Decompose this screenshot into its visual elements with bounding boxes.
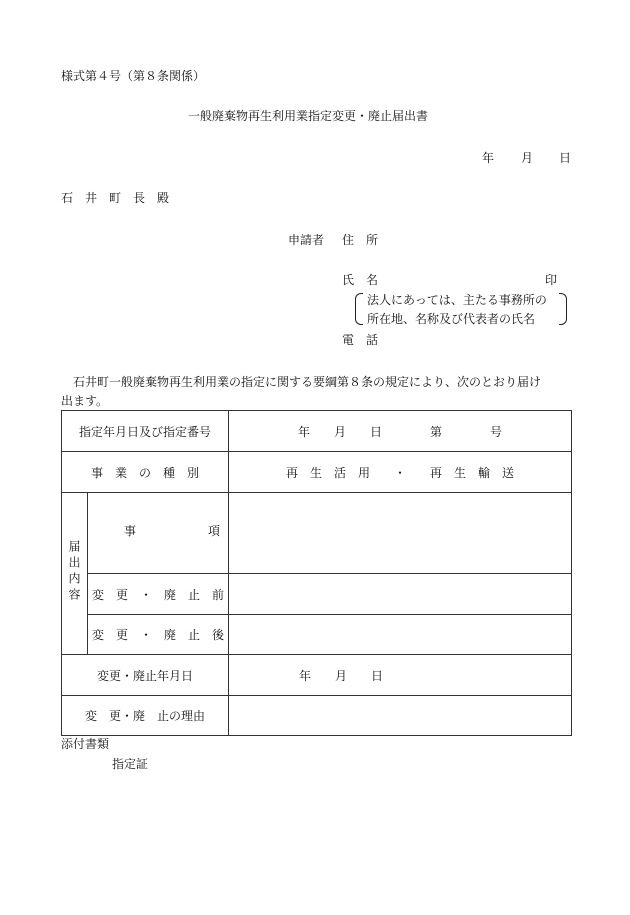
notification-table — [61, 410, 572, 736]
table-row — [62, 655, 572, 696]
bracket-left — [355, 293, 363, 325]
seal-mark: 印 — [545, 273, 558, 287]
change-reason-label: 変 更・廃 止の理由 — [62, 696, 229, 736]
table-row — [62, 411, 572, 452]
after-change-field[interactable] — [229, 615, 572, 655]
note-line-2: 所在地、名称及び代表者の氏名 — [367, 312, 536, 326]
page-title: 一般廃棄物再生利用業指定変更・廃止届出書 — [188, 109, 429, 123]
addressee: 石 井 町 長 殿 — [61, 191, 170, 205]
table-row — [62, 493, 572, 574]
table-row — [62, 615, 572, 655]
designation-date-number-field[interactable]: 年 月 日 第 号 — [229, 411, 572, 452]
body-text-line-2: 出ます。 — [61, 394, 109, 408]
matter-field[interactable] — [229, 493, 572, 574]
designation-date-number-label: 指定年月日及び指定番号 — [62, 411, 229, 452]
phone-label: 電 話 — [342, 333, 379, 347]
corporate-note — [355, 293, 567, 331]
matter-label: 事 項 — [88, 493, 229, 574]
table-row — [62, 452, 572, 493]
name-label: 氏 名 — [342, 273, 379, 287]
note-line-1: 法人にあっては、主たる事務所の — [367, 293, 547, 307]
bracket-right — [559, 293, 567, 325]
notification-content-label: 届出内容 — [62, 493, 88, 655]
form-number: 様式第４号（第８条関係） — [61, 69, 206, 83]
table-row — [62, 696, 572, 736]
after-change-label: 変 更 ・ 廃 止 後 — [88, 615, 229, 655]
body-text-line-1: 石井町一般廃棄物再生利用業の指定に関する要綱第８条の規定により、次のとおり届け — [73, 375, 542, 389]
change-date-field[interactable]: 年 月 日 — [229, 655, 572, 696]
applicant-label: 申請者 — [288, 233, 325, 247]
date-year[interactable]: 年 — [482, 151, 495, 165]
attachment-item: 指定証 — [112, 757, 149, 771]
before-change-field[interactable] — [229, 574, 572, 615]
change-date-label: 変更・廃止年月日 — [62, 655, 229, 696]
attachments-label: 添付書類 — [61, 737, 110, 751]
business-type-label: 事 業 の 種 別 — [62, 452, 229, 493]
business-type-field[interactable]: 再 生 活 用 ・ 再 生 輸 送 — [229, 452, 572, 493]
address-label: 住 所 — [342, 233, 379, 247]
before-change-label: 変 更 ・ 廃 止 前 — [88, 574, 229, 615]
date-day[interactable]: 日 — [559, 151, 572, 165]
table-row — [62, 574, 572, 615]
change-reason-field[interactable] — [229, 696, 572, 736]
date-month[interactable]: 月 — [521, 151, 534, 165]
